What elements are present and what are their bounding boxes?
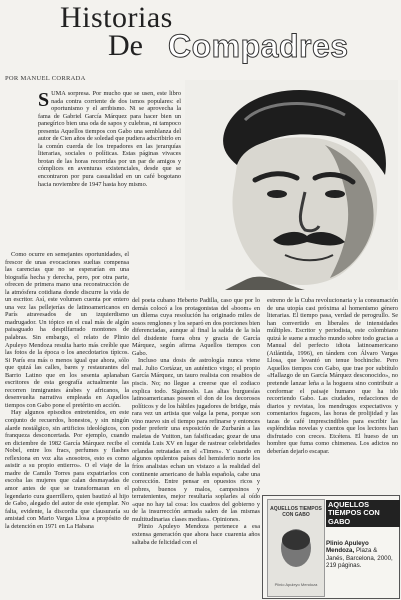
article-column-1 [5,251,129,596]
paragraph: del poeta cubano Heberto Padilla, caso que por lo demás colocó a los protagonistas del «boom» en un dilema cuya resolución ha originado miles de sosos renglones y los separó en dos porciones bien diferenciadas, aunque al final la salida de la isla del disidente fuera obra y gracia de García Márquez, según afirma Aquellos tiempos con Gabo. [132,297,260,357]
headline-line-2: De [108,29,143,62]
drop-cap: S [38,90,50,111]
paragraph: estreno de la Cuba revolucionaria y la consumación de una utopía casi próxima al homenismo género literarias. El tiempo pasa, verdad de perogrullo. Se han convertido en liberales de intensidades múltiples. Escritor y periodista, este colombiano quizá le suene a mucho mundo sobre todo gracias a Manual del perfecto idiota latinoamericano (Atlántida, 1996), en tándem con Álvaro Vargas Llosa, que levantó un tenue bochinche. Pero Aquellos tiempos con Gabo, que trae por subtítulo «Hallazgo de un García Márquez desconocido», no pretende lanzar leña a la hoguera sino contribuir a conformar el paisaje humano que ha ido recorriendo Gabo. Las ciudades, redacciones de diarios y revistas, los mendrugos expectativos y comentarios fugaces, las horas de prolijidad y las tazas de café imprescindibles para escribir las espléndidas novelas y cuentos que los lectores han disfrutado con creces. Etcétera. El hueso de un hombre que fuma como chimenea. Los adictos no deberían dejarlo escapar. [267,297,398,455]
paragraph: Hay algunos episodios entretenidos, en este conjunto de recuerdos, honestos, y sin ningún alarde nostálgico, sin artificios ideológicos, con franqueza desconcertada. Por ejemplo, cuando en diciembre de 1982 García Márquez recibe el Nobel, entre los fracs, perfumes y flashes reflexiona en voz alta «nosotros, esto es como asistir a su propio entierro». O el viaje de la madre de Camilo Torres para expatriarlos con escoba las mujeres que calan desmayadas de amor antes de que se transformaran en el legendario cura guerrillero, quien bautizó al hijo de Gabo, alegado del autor de este ejemplar. No falta, evidente, la discordia que clausuraría su amistad con Mario Vargas Llosa a propósito de la detención en 1971 en La Habana [5,409,129,530]
book-author: Plinio Apuleyo Mendoza, [326,540,369,555]
byline: POR MANUEL CORRADA [5,75,86,82]
book-cover-author: Plinio Apuleyo Mendoza [274,582,318,587]
intro-paragraph [38,90,181,250]
portrait-illustration [185,80,398,290]
paragraph: Como ocurre en semejantes oportunidades, el frescor de unas evocaciones sueltas compensa las carencias que no se esperarían en una biografía hecha y derecha, pero, por otra parte, ofrecen de primera mano una reconstrucción de la atmósfera cotidiana donde discurre la vida de un escritor. Así, este volumen cuenta por entero una vez las pellejerías de latinoamericanos en París atravesados de un izquierdismo madrugador. Un tópico en el cual más de algún paisaguado ha despilfarrado montones de palabras. Sin embargo, el relato de Plinio Apuleyo Mendoza resulta harto más creíble que las fotos de la época o los anecdotarios típicos. Si París era más o menos igual que ahora, sólo que quizá las calles, bares y restaurantes del Barrio Latino que en los sesenta aplanaban escritores de esta geografía actualmente las recorren inmigrantes árabes y africanos, la desenvuelta narrativa empleada en Aquellos tiempos con Gabo pone el pretérito en acción. [5,251,129,409]
intro-text: UMA sorpresa. Por mucho que se usen, este libro nada contra corriente de dos ismos populares: el oportunismo y el arribismo. Ni se aprovecha la fama de Gabriel García Márquez para hacer bien un panegírico bien una oda de sapos y culebras, ni tampoco presenta Aquellos tiempos con Gabo una semblanza del autor de Cien años de soledad que pudiera adscribirlo en la común cuerda de los trepadores en las jerarquías literarias, sociales o políticas. Estas páginas vivaces brotan de las horas recorridas por un par de amigos y cómplices en aventuras existenciales, desde que se encontraron por pura casualidad en un café bogotano hacia noviembre de 1947 hasta hoy mismo. [38,90,181,188]
book-details [326,540,396,570]
headline-line-3: Compadres [168,28,349,64]
book-cover-title: AQUELLOS TIEMPOS CON GABO [270,506,322,518]
article-column-2 [132,297,260,597]
book-cover-portrait [268,518,324,578]
book-title: AQUELLOS TIEMPOS CON GABO [326,500,400,527]
book-info-box [262,495,400,599]
headline-line-1: Historias [60,1,173,34]
book-cover [267,499,325,597]
book-publisher: Plaza & Janés, Barcelona, 2000, 219 páginas. [326,547,393,570]
paragraph: Plinio Apuleyo Mendoza pertenece a esa extensa generación que ahora hace cuarenta años saltaba de felicidad con el [132,523,260,546]
paragraph: Incluso una dosis de astrología nunca viene mal. Julio Cortázar, un auténtico virgo; el propio García Márquez, un tauro realista con resabios de piscis. No; no llegue a creerse que el zodiaco explica todo. Sigámoslo. Las altas burguesías latinoamericanas poseen el don de los decorosos políticos y de los hábiles jugadores de bridge, más rara vez un artista que valga la pena, porque son vino nuevo sin el tiempo para refinarse y entonces poder preferir una exposición de Zurbarán a las maletas de Vuitton, tan falsificadas; gozar de una comida Luis XV en lugar de rastrear celebridades orlandas retratadas en el «Times». Y cuando en algunos opulentos países del hemisferio norte los fríos analistas echan un vistazo a la realidad del continente americano de habla española, cabe una corrección. Entre pensar en opuestos ricos y pobres, buenos y malos, campesinos y terratenientes, mejor resultaría soplarles al oído «que no hay tal cosa: los cuadros del gobierno y de la insurrección armada salen de las mismas multitudinarias clases medias». Opiniones. [132,357,260,523]
article-column-3 [267,297,398,497]
portrait-photo [185,80,398,290]
